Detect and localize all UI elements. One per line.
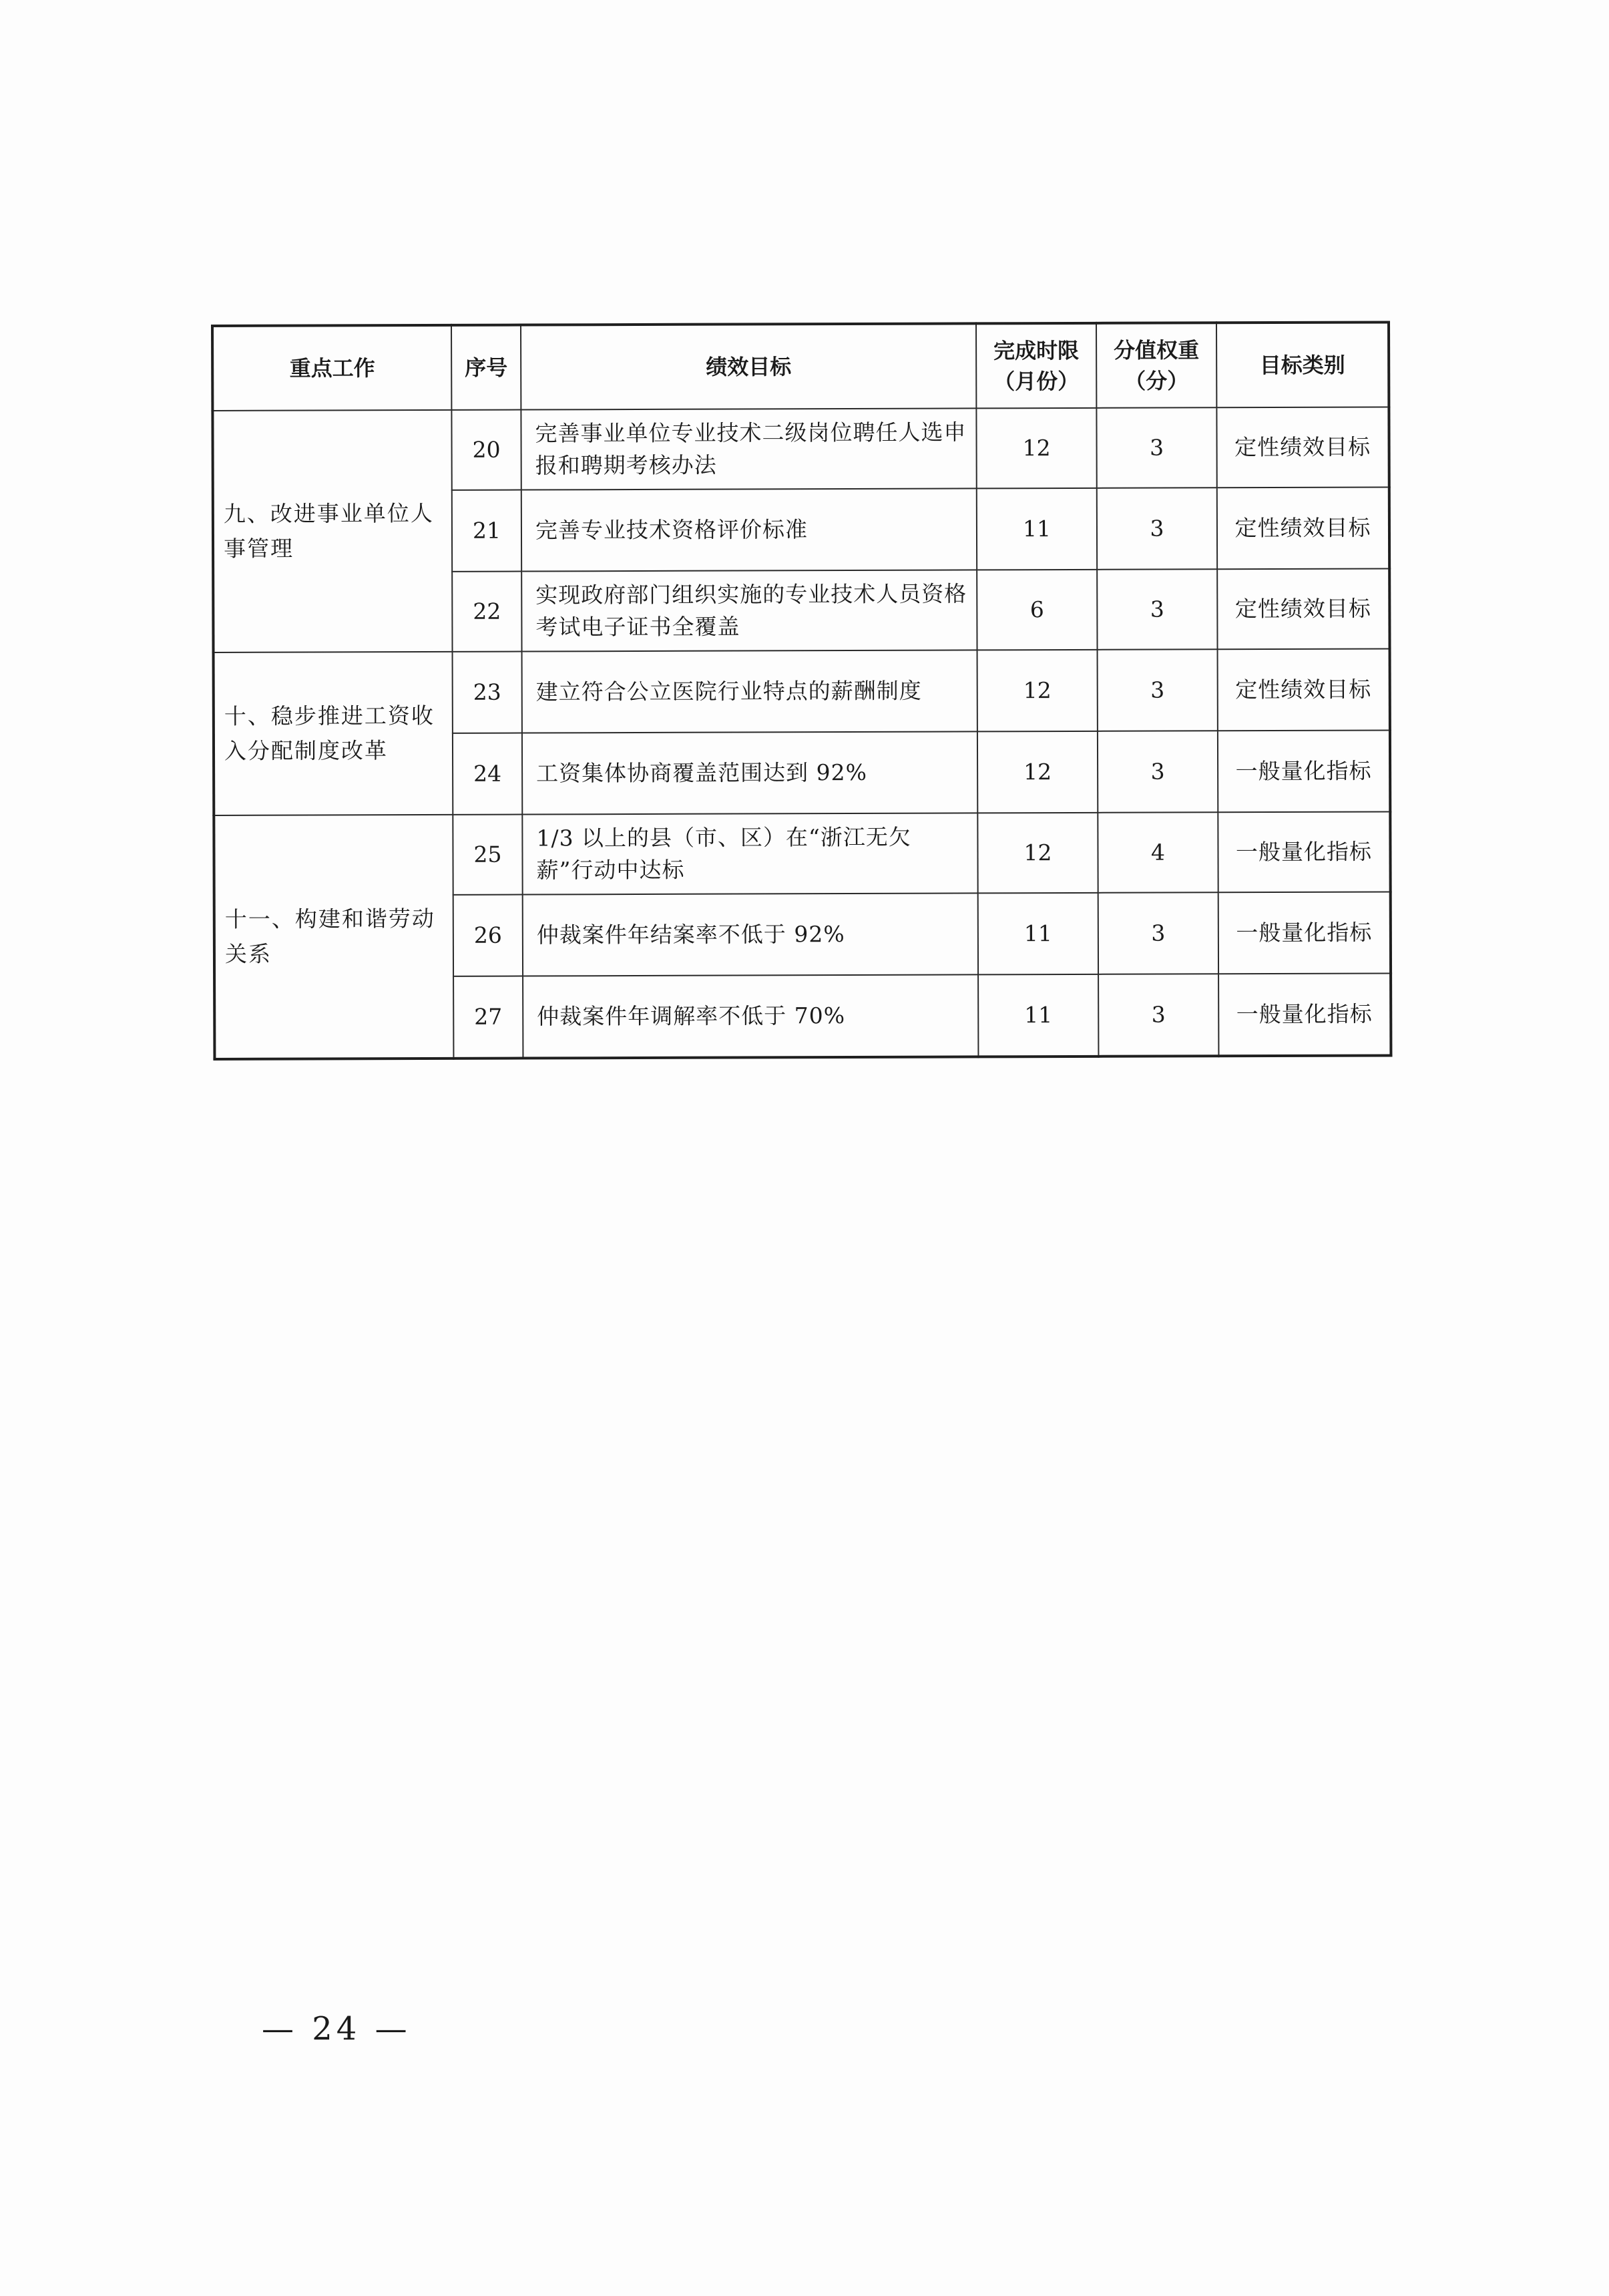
header-type: 目标类别 [1216, 322, 1389, 407]
seq-cell: 21 [452, 490, 521, 572]
seq-cell: 22 [452, 572, 521, 652]
weight-cell: 4 [1098, 812, 1218, 893]
seq-cell: 26 [453, 895, 523, 976]
table-header-row [212, 322, 1389, 411]
deadline-cell: 12 [977, 813, 1098, 894]
goal-cell: 完善事业单位专业技术二级岗位聘任人选申报和聘期考核办法 [521, 408, 976, 490]
deadline-cell: 11 [978, 893, 1098, 975]
type-cell: 一般量化指标 [1218, 892, 1391, 974]
seq-cell: 23 [453, 652, 522, 733]
type-cell: 定性绩效目标 [1217, 568, 1389, 649]
goal-cell: 建立符合公立医院行业特点的薪酬制度 [522, 650, 977, 733]
goal-cell: 仲裁案件年结案率不低于 92% [523, 893, 978, 976]
weight-cell: 3 [1097, 569, 1217, 650]
type-cell: 定性绩效目标 [1216, 407, 1389, 488]
type-cell: 一般量化指标 [1218, 730, 1390, 812]
type-cell: 一般量化指标 [1218, 973, 1391, 1056]
goal-cell: 1/3 以上的县（市、区）在“浙江无欠薪”行动中达标 [522, 813, 977, 894]
deadline-cell: 6 [977, 570, 1097, 650]
header-deadline [976, 323, 1096, 409]
page-number: — 24 — [262, 2010, 411, 2048]
table-row [214, 648, 1390, 734]
type-cell: 定性绩效目标 [1218, 648, 1390, 731]
deadline-cell: 12 [977, 650, 1098, 732]
header-goal: 绩效目标 [521, 323, 976, 409]
type-cell: 定性绩效目标 [1217, 487, 1389, 569]
weight-cell: 3 [1098, 974, 1218, 1057]
deadline-cell: 12 [976, 408, 1096, 489]
weight-cell: 3 [1098, 892, 1218, 974]
goal-cell: 工资集体协商覆盖范围达到 92% [522, 731, 977, 814]
weight-cell: 3 [1098, 731, 1218, 813]
seq-cell: 24 [453, 733, 522, 815]
header-seq: 序号 [451, 325, 521, 410]
header-weight-line2: （分） [1124, 368, 1189, 394]
table-row [214, 811, 1390, 896]
header-deadline-line2: （月份） [993, 368, 1080, 395]
seq-cell: 20 [451, 410, 521, 490]
deadline-cell: 11 [978, 974, 1098, 1057]
header-deadline-line1: 完成时限 [993, 337, 1080, 364]
deadline-cell: 12 [977, 731, 1098, 813]
seq-cell: 27 [453, 976, 523, 1059]
table-row [212, 407, 1389, 491]
header-weight [1096, 323, 1216, 408]
category-cell: 九、改进事业单位人事管理 [212, 410, 452, 652]
goal-cell: 仲裁案件年调解率不低于 70% [523, 974, 978, 1058]
type-cell: 一般量化指标 [1218, 811, 1390, 892]
seq-cell: 25 [453, 815, 522, 895]
goal-cell: 实现政府部门组织实施的专业技术人员资格考试电子证书全覆盖 [521, 570, 977, 651]
goal-cell: 完善专业技术资格评价标准 [521, 488, 977, 571]
weight-cell: 3 [1098, 649, 1218, 731]
performance-table [211, 321, 1392, 1061]
category-cell: 十、稳步推进工资收入分配制度改革 [214, 652, 453, 815]
weight-cell: 3 [1096, 407, 1216, 488]
deadline-cell: 11 [977, 488, 1097, 570]
header-weight-line1: 分值权重 [1114, 337, 1200, 363]
weight-cell: 3 [1097, 488, 1217, 570]
category-cell: 十一、构建和谐劳动关系 [214, 815, 453, 1059]
header-category: 重点工作 [212, 325, 451, 411]
